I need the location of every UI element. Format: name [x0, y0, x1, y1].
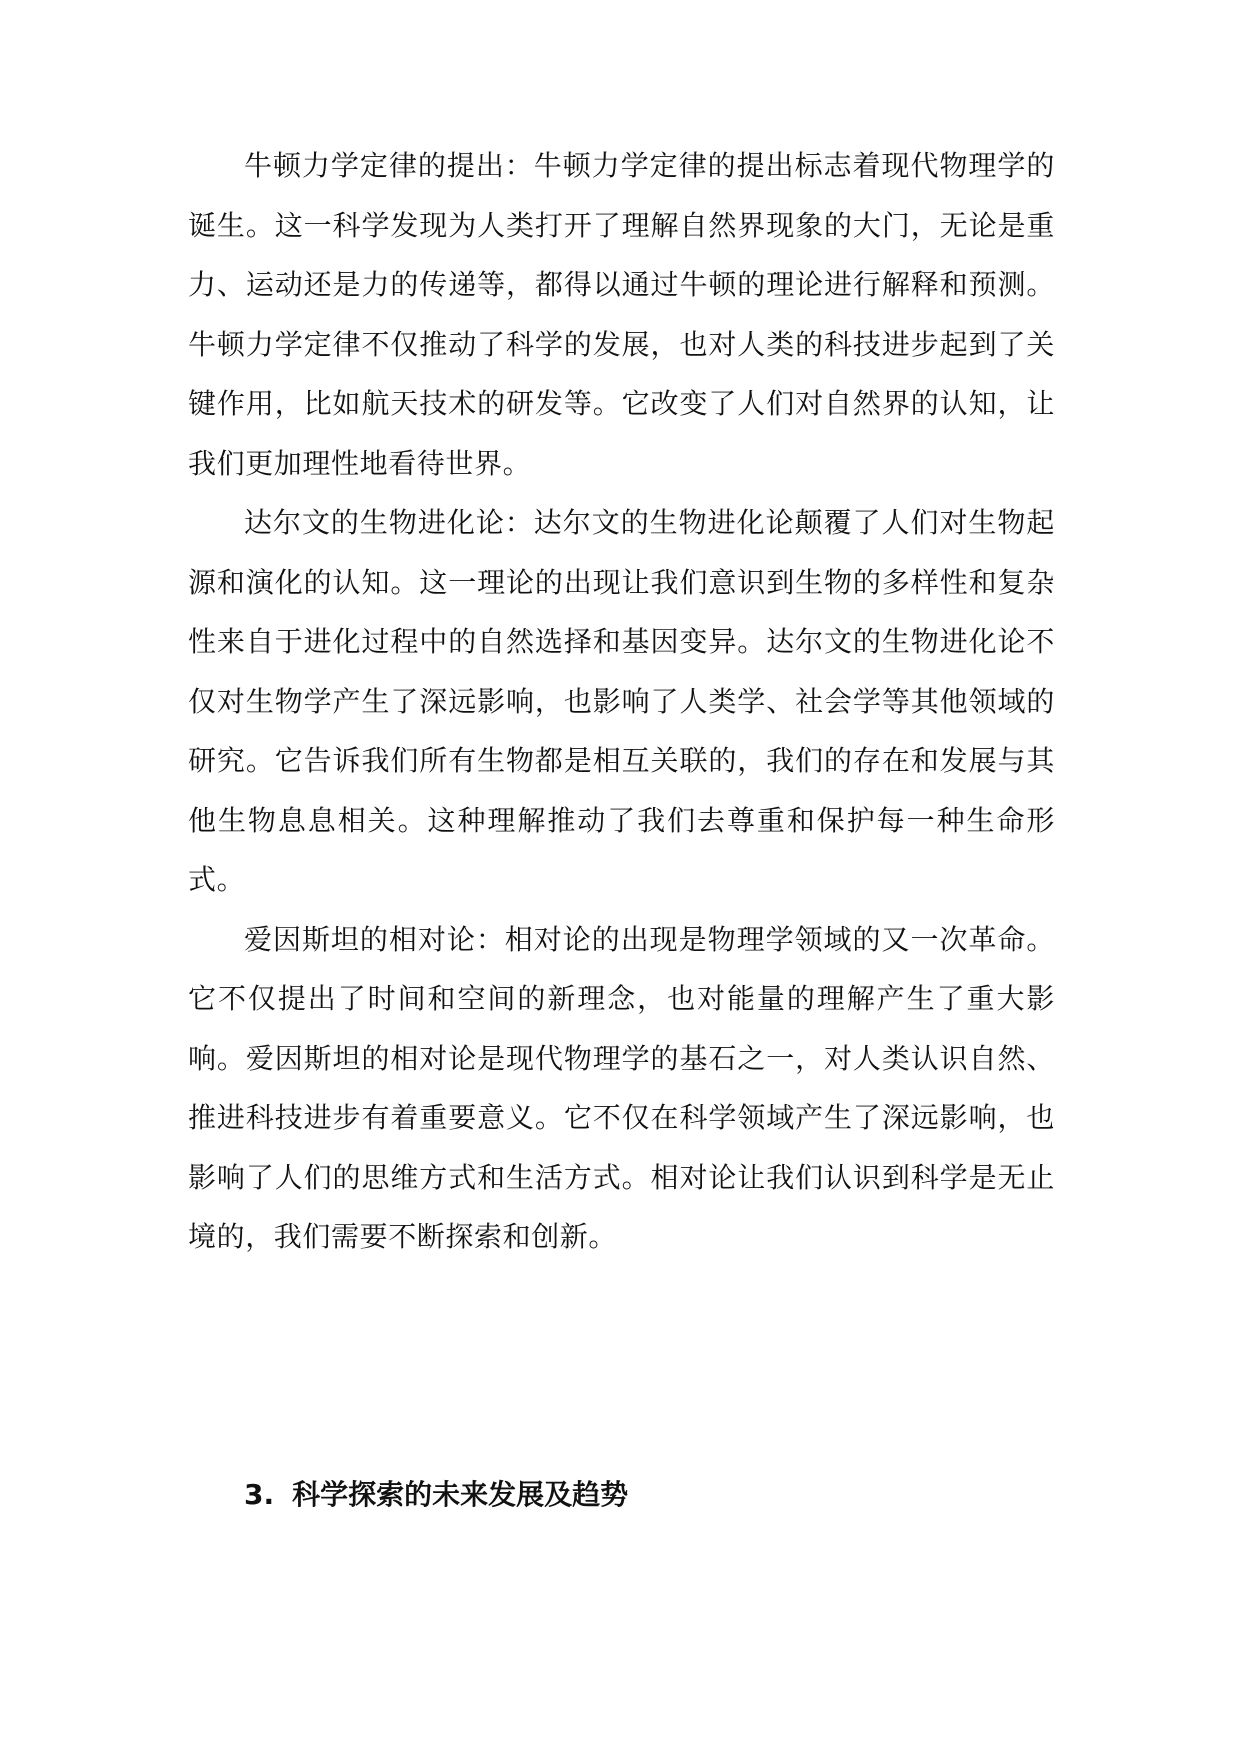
section-heading	[244, 1473, 628, 1517]
section-title: 科学探索的未来发展及趋势	[292, 1478, 629, 1511]
paragraph-einstein: 爱因斯坦的相对论：相对论的出现是物理学领域的又一次革命。它不仅提出了时间和空间的新理念，也对能量的理解产生了重大影响。爱因斯坦的相对论是现代物理学的基石之一，对人类认识自然、推进科技进步有着重要意义。它不仅在科学领域产生了深远影响，也影响了人们的思维方式和生活方式。相对论让我们认识到科学是无止境的，我们需要不断探索和创新。	[188, 922, 1055, 1253]
paragraph-darwin: 达尔文的生物进化论：达尔文的生物进化论颠覆了人们对生物起源和演化的认知。这一理论的出现让我们意识到生物的多样性和复杂性来自于进化过程中的自然选择和基因变异。达尔文的生物进化论不仅对生物学产生了深远影响，也影响了人类学、社会学等其他领域的研究。它告诉我们所有生物都是相互关联的，我们的存在和发展与其他生物息息相关。这种理解推动了我们去尊重和保护每一种生命形式。	[188, 506, 1055, 896]
body-text	[188, 136, 1055, 1267]
section-number: 3.	[244, 1478, 275, 1511]
paragraph-newton: 牛顿力学定律的提出：牛顿力学定律的提出标志着现代物理学的诞生。这一科学发现为人类打开了理解自然界现象的大门，无论是重力、运动还是力的传递等，都得以通过牛顿的理论进行解释和预测。牛顿力学定律不仅推动了科学的发展，也对人类的科技进步起到了关键作用，比如航天技术的研发等。它改变了人们对自然界的认知，让我们更加理性地看待世界。	[188, 149, 1055, 480]
